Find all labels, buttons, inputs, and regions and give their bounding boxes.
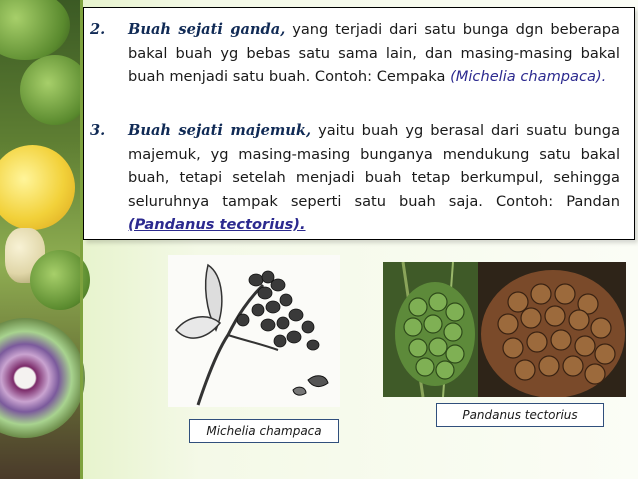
item-text: yaitu buah yg berasal dari suatu bunga majemuk, yg masing-masing bunganya mendukung satu bakal buah, tetapi setelah menjadi buah tetap berkumpul, sehingga seluruhnya tampak seperti satu buah saja. Contoh: Pandan bbox=[128, 122, 621, 210]
pandanus-fruit-picture bbox=[383, 262, 626, 397]
citrus-fruit-image bbox=[0, 145, 75, 230]
item-body bbox=[128, 119, 620, 237]
michelia-champaca-illustration bbox=[168, 255, 340, 407]
michelia-caption: Michelia champaca bbox=[189, 419, 339, 443]
decorative-fruit-strip bbox=[0, 0, 80, 479]
item-species: (Pandanus tectorius). bbox=[128, 216, 306, 233]
item-number: 2. bbox=[90, 21, 106, 38]
list-item-2 bbox=[90, 18, 620, 89]
michelia-sketch bbox=[168, 255, 340, 407]
content-text-box bbox=[83, 7, 635, 240]
item-number: 3. bbox=[90, 122, 106, 139]
item-body bbox=[128, 18, 620, 89]
leaf-decoration bbox=[0, 0, 70, 60]
item-species: (Michelia champaca). bbox=[450, 68, 607, 85]
item-text: yang terjadi dari satu bunga dgn beberapa bakal buah yg bebas satu sama lain, dan masing-masing bakal buah menjadi satu buah. Contoh: Cempaka bbox=[128, 21, 620, 85]
pandanus-tectorius-photo bbox=[383, 262, 626, 397]
pandanus-caption: Pandanus tectorius bbox=[436, 403, 604, 427]
item-term: Buah sejati ganda, bbox=[128, 21, 286, 38]
list-item-3 bbox=[90, 119, 620, 237]
item-term: Buah sejati majemuk, bbox=[128, 122, 312, 139]
passion-flower-image bbox=[0, 318, 85, 438]
